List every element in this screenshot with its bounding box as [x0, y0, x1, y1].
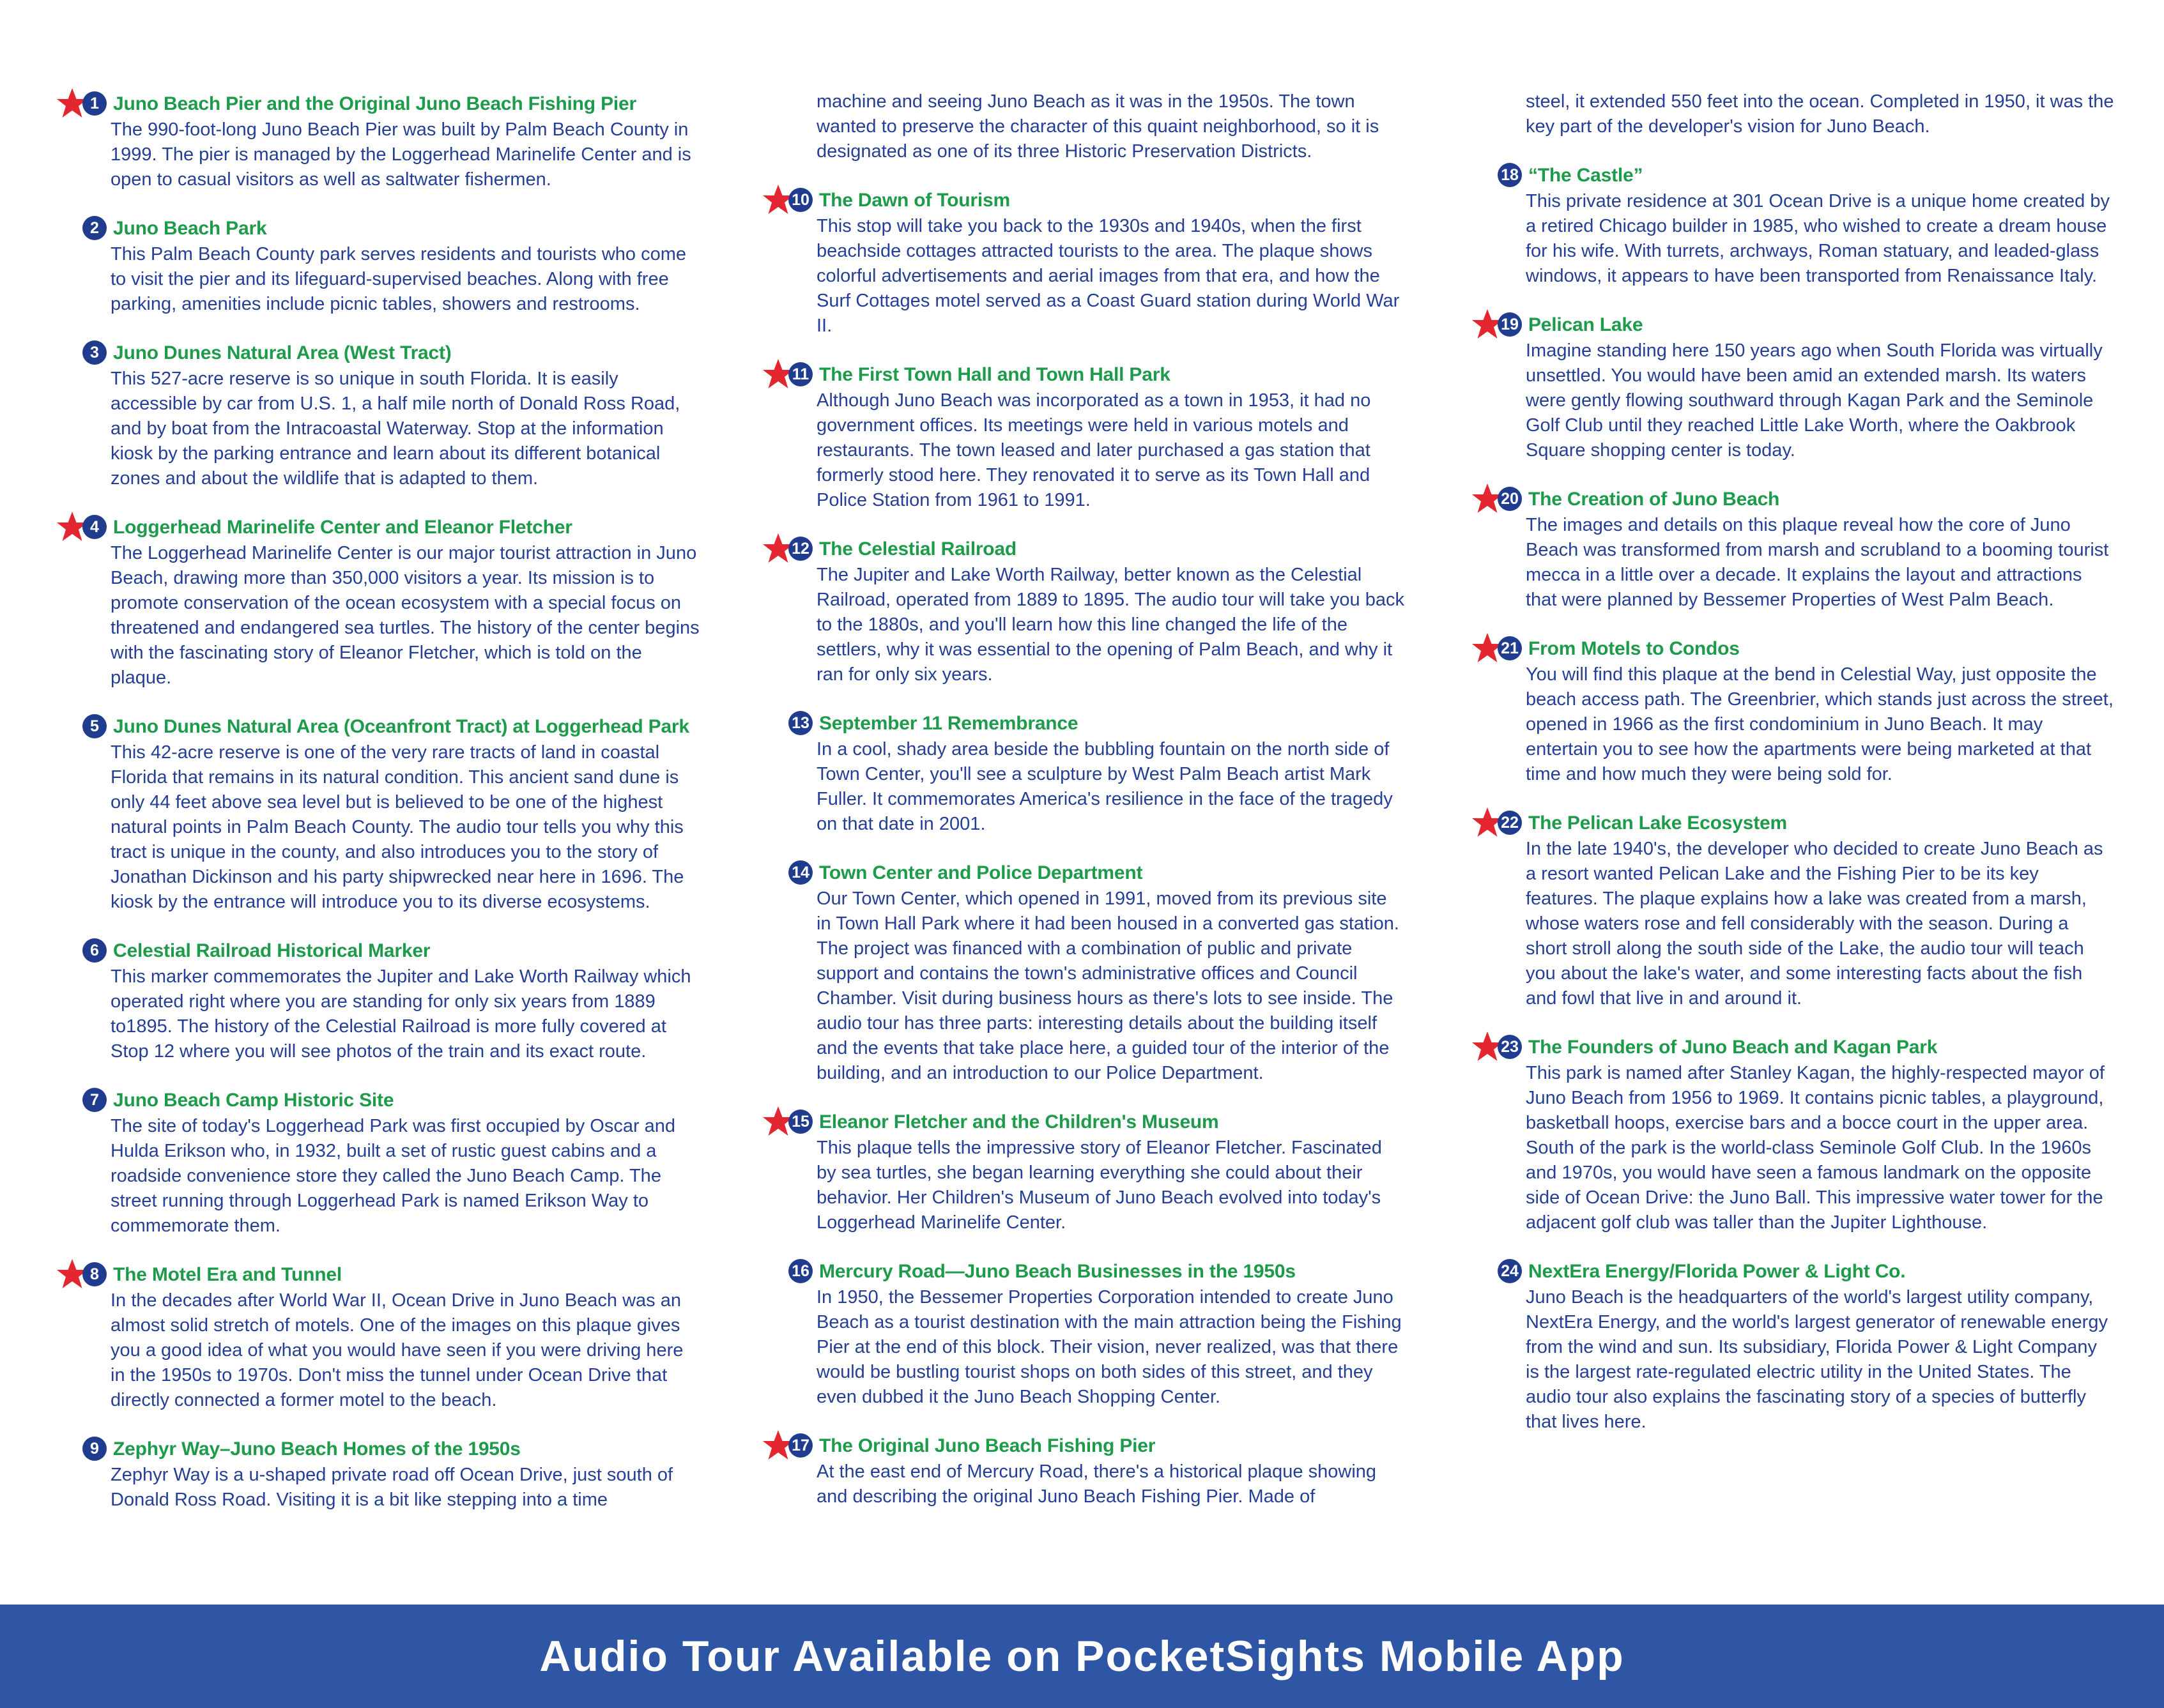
banner-text: Audio Tour Available on PocketSights Mobile App — [539, 1632, 1625, 1681]
stop-description-extra: South of the park is the world-class Seminole Golf Club. In the 1960s and 1970s, you would have seen a famous landmark on the opposite side of Ocean Drive: the Juno Ball. This impressive water tower for the adjacent golf club was taller than the Jupiter Lighthouse. — [1526, 1138, 2103, 1233]
stop-number-badge: 13 — [788, 711, 813, 735]
stop-description: The images and details on this plaque reveal how the core of Juno Beach was transformed from marsh and scrubland to a booming tourist mecca in a little over a decade. It explains the layout and attractions that were planned by Bessemer Properties of West Palm Beach. — [1526, 515, 2109, 610]
stop-description: You will find this plaque at the bend in Celestial Way, just opposite the beach access path. The Greenbrier, which stands just across the street, opened in 1966 as the first condominium in Juno Beach. It may entertain you to see how the apartments were being marketed at that time and how much they were being sold for. — [1526, 664, 2114, 784]
stop-description: The 990-foot-long Juno Beach Pier was built by Palm Beach County in 1999. The pier is managed by the Loggerhead Marinelife Center and is open to casual visitors as well as saltwater fishermen. — [111, 119, 691, 190]
tour-stop-10 — [779, 186, 1412, 339]
tour-stop-22 — [1489, 809, 2121, 1011]
stop-description: This marker commemorates the Jupiter and Lake Worth Railway which operated right where you are standing for only six years from 1889 to1895. The history of the Celestial Railroad is more fully covered at Stop 12 where you will see photos of the train and its exact route. — [111, 966, 691, 1062]
continuation-text: machine and seeing Juno Beach as it was in the 1950s. The town wanted to preserve the character of this quaint neighborhood, so it is designated as one of its three Historic Preservation Districts. — [817, 91, 1379, 162]
stop-description: This 527-acre reserve is so unique in south Florida. It is easily accessible by car from U.S. 1, a half mile north of Donald Ross Road, and by boat from the Intracoastal Waterway. Stop at the information kiosk by the parking entrance and learn about its different botanical zones and about the wildlife that is adapted to them. — [111, 369, 680, 489]
stop-number-badge: 16 — [788, 1259, 813, 1283]
tour-stop-9 — [73, 1435, 706, 1513]
stop-title: The First Town Hall and Town Hall Park — [819, 363, 1170, 385]
stop-header — [73, 513, 706, 541]
tour-stop-11 — [779, 360, 1412, 513]
stop-title: Mercury Road—Juno Beach Businesses in the 1950s — [819, 1260, 1296, 1282]
column-1 — [73, 89, 706, 1534]
stop-number-badge: 23 — [1498, 1035, 1522, 1059]
tour-stop-15 — [779, 1108, 1412, 1235]
stop-title: Juno Beach Pier and the Original Juno Beach Fishing Pier — [113, 93, 636, 114]
stop-title: Pelican Lake — [1528, 314, 1643, 335]
stop-number-badge: 9 — [82, 1437, 107, 1461]
stop-title: Eleanor Fletcher and the Children's Museum — [819, 1111, 1219, 1132]
tour-stop-5 — [73, 712, 706, 915]
stop-header — [1489, 485, 2121, 513]
stop-header — [73, 1435, 706, 1463]
stop-header — [779, 1108, 1412, 1136]
stop-header — [1489, 1257, 2121, 1285]
stop-number-badge: 1 — [82, 91, 107, 116]
stop-description: This plaque tells the impressive story of Eleanor Fletcher. Fascinated by sea turtles, she began learning everything she could about their behavior. Her Children's Museum of Juno Beach evolved into today's Loggerhead Marinelife Center. — [817, 1138, 1382, 1233]
stop-9-continuation — [779, 89, 1412, 164]
stop-17-continuation — [1489, 89, 2121, 139]
tour-stop-20 — [1489, 485, 2121, 613]
tour-stop-12 — [779, 535, 1412, 687]
stop-description: Although Juno Beach was incorporated as a town in 1953, it had no government offices. Its meetings were held in various motels and restaurants. The town leased and later purchased a gas station that formerly stood here. They renovated it to serve as its Town Hall and Police Station from 1961 to 1991. — [817, 390, 1371, 510]
stop-title: Juno Dunes Natural Area (Oceanfront Tract) at Loggerhead Park — [113, 715, 689, 737]
stop-number-badge: 14 — [788, 860, 813, 885]
stop-title: The Creation of Juno Beach — [1528, 488, 1780, 510]
stop-description: Imagine standing here 150 years ago when South Florida was virtually unsettled. You would have been amid an extended marsh. Its waters were gently flowing southward through Kagan Park and the Seminole Golf Club until they reached Little Lake Worth, where the Oakbrook Square shopping center is today. — [1526, 340, 2103, 461]
tour-stop-3 — [73, 339, 706, 491]
stop-number-badge: 7 — [82, 1088, 107, 1112]
stop-number-badge: 12 — [788, 537, 813, 561]
stop-description: In the late 1940's, the developer who decided to create Juno Beach as a resort wanted Pelican Lake and the Fishing Pier to be its key features. The plaque explains how a lake was created from a marsh, whose waters rose and fell considerably with the season. During a short stroll along the south side of the Lake, the audio tour will teach you about the lake's water, and some interesting facts about the fish and fowl that live in and around it. — [1526, 839, 2103, 1009]
stop-header — [779, 360, 1412, 388]
tour-stop-14 — [779, 858, 1412, 1086]
stop-header — [73, 214, 706, 242]
stop-header — [1489, 1033, 2121, 1061]
stop-number-badge: 18 — [1498, 163, 1522, 187]
stop-number-badge: 21 — [1498, 636, 1522, 660]
stop-header — [1489, 809, 2121, 837]
stop-header — [1489, 310, 2121, 339]
stop-header — [73, 1260, 706, 1288]
stop-description: The Jupiter and Lake Worth Railway, better known as the Celestial Railroad, operated from 1889 to 1895. The audio tour will take you back to the 1880s, and you'll learn how this line changed the life of the settlers, why it was essential to the opening of Palm Beach, and why it ran for only six years. — [817, 565, 1404, 685]
tour-stop-19 — [1489, 310, 2121, 463]
stop-number-badge: 5 — [82, 714, 107, 738]
stop-title: September 11 Remembrance — [819, 712, 1078, 734]
stop-header — [779, 858, 1412, 887]
stop-header — [779, 1257, 1412, 1285]
stop-description: Juno Beach is the headquarters of the world's largest utility company, NextEra Energy, and the world's largest generator of renewable energy from the wind and sun. Its subsidiary, Florida Power & Light Company is the largest rate-regulated electric utility in the United States. The audio tour also explains the fascinating story of a species of butterfly that lives here. — [1526, 1287, 2108, 1432]
stop-title: From Motels to Condos — [1528, 637, 1740, 659]
stop-number-badge: 3 — [82, 340, 107, 365]
stop-header — [779, 1431, 1412, 1460]
stop-description: This park is named after Stanley Kagan, the highly-respected mayor of Juno Beach from 1956 to 1969. It contains picnic tables, a playground, basketball hoops, exercise bars and a bocce court in the upper area. — [1526, 1063, 2105, 1133]
stop-title: The Original Juno Beach Fishing Pier — [819, 1435, 1156, 1456]
stop-header — [73, 89, 706, 118]
stop-number-badge: 10 — [788, 188, 813, 212]
stop-header — [779, 186, 1412, 214]
tour-stop-7 — [73, 1086, 706, 1239]
tour-stop-13 — [779, 709, 1412, 837]
stop-number-badge: 22 — [1498, 811, 1522, 835]
stop-description: This Palm Beach County park serves residents and tourists who come to visit the pier and its lifeguard-supervised beaches. Along with free parking, amenities include picnic tables, showers and restrooms. — [111, 244, 687, 314]
audio-tour-banner — [0, 1605, 2164, 1708]
column-2 — [779, 89, 1412, 1531]
stop-title: The Motel Era and Tunnel — [113, 1263, 342, 1285]
stop-description: The site of today's Loggerhead Park was first occupied by Oscar and Hulda Erikson who, in 1932, built a set of rustic guest cabins and a roadside convenience store they called the Juno Beach Camp. The street running through Loggerhead Park is named Erikson Way to commemorate them. — [111, 1116, 676, 1236]
column-3 — [1489, 89, 2121, 1456]
stop-title: Zephyr Way–Juno Beach Homes of the 1950s — [113, 1438, 521, 1460]
tour-stop-16 — [779, 1257, 1412, 1410]
tour-stop-8 — [73, 1260, 706, 1413]
stop-number-badge: 15 — [788, 1109, 813, 1134]
stop-header — [779, 535, 1412, 563]
stop-title: Juno Dunes Natural Area (West Tract) — [113, 342, 452, 363]
stop-number-badge: 4 — [82, 515, 107, 539]
stop-number-badge: 11 — [788, 362, 813, 386]
stop-header — [779, 709, 1412, 737]
stop-number-badge: 6 — [82, 938, 107, 963]
stop-title: The Celestial Railroad — [819, 538, 1017, 560]
stop-title: Town Center and Police Department — [819, 862, 1143, 883]
tour-stop-21 — [1489, 634, 2121, 787]
stop-title: Juno Beach Park — [113, 217, 267, 239]
stop-number-badge: 19 — [1498, 312, 1522, 337]
stop-title: The Founders of Juno Beach and Kagan Park — [1528, 1036, 1938, 1058]
stop-header — [73, 1086, 706, 1114]
tour-stop-24 — [1489, 1257, 2121, 1435]
stop-description: Zephyr Way is a u-shaped private road off Ocean Drive, just south of Donald Ross Road. Visiting it is a bit like stepping into a time — [111, 1465, 673, 1510]
stop-header — [73, 712, 706, 740]
stop-description: This 42-acre reserve is one of the very rare tracts of land in coastal Florida that remains in its natural condition. This ancient sand dune is only 44 feet above sea level but is believed to be one of the highest natural points in Palm Beach County. The audio tour tells you why this tract is unique in the county, and also introduces you to the story of Jonathan Dickinson and his party shipwrecked near here in 1696. The kiosk by the entrance will introduce you to its diverse ecosystems. — [111, 742, 684, 912]
stop-description: In the decades after World War II, Ocean Drive in Juno Beach was an almost solid stretch of motels. One of the images on this plaque gives you a good idea of what you would have seen if you were driving here in the 1950s to 1970s. Don't miss the tunnel under Ocean Drive that directly connected a former motel to the beach. — [111, 1290, 684, 1410]
stop-title: NextEra Energy/Florida Power & Light Co. — [1528, 1260, 1906, 1282]
stop-description: Our Town Center, which opened in 1991, moved from its previous site in Town Hall Park where it had been housed in a converted gas station. The project was financed with a combination of public and private support and contains the town's administrative offices and Council Chamber. Visit during business hours as there's lots to see inside. The audio tour has three parts: interesting details about the building itself and the events that take place here, a guided tour of the interior of the building, and an introduction to our Police Department. — [817, 888, 1399, 1083]
tour-stop-2 — [73, 214, 706, 317]
stop-header — [73, 936, 706, 965]
stop-number-badge: 8 — [82, 1262, 107, 1286]
stop-description: The Loggerhead Marinelife Center is our major tourist attraction in Juno Beach, drawing more than 350,000 visitors a year. Its mission is to promote conservation of the ocean ecosystem with a special focus on threatened and endangered sea turtles. The history of the center begins with the fascinating story of Eleanor Fletcher, which is told on the plaque. — [111, 543, 700, 688]
stop-header — [1489, 161, 2121, 189]
tour-stop-1 — [73, 89, 706, 192]
stop-title: Celestial Railroad Historical Marker — [113, 940, 431, 961]
tour-stop-18 — [1489, 161, 2121, 289]
stop-header — [1489, 634, 2121, 662]
stop-title: The Dawn of Tourism — [819, 189, 1010, 211]
stop-number-badge: 17 — [788, 1433, 813, 1458]
stop-title: Juno Beach Camp Historic Site — [113, 1089, 394, 1111]
stop-title: Loggerhead Marinelife Center and Eleanor Fletcher — [113, 516, 572, 538]
tour-stop-17 — [779, 1431, 1412, 1509]
stop-header — [73, 339, 706, 367]
stop-description: This stop will take you back to the 1930s and 1940s, when the first beachside cottages attracted tourists to the area. The plaque shows colorful advertisements and aerial images from that era, and how the Surf Cottages motel served as a Coast Guard station during World War II. — [817, 216, 1400, 336]
stop-description: At the east end of Mercury Road, there's a historical plaque showing and describing the original Juno Beach Fishing Pier. Made of — [817, 1461, 1377, 1507]
continuation-text: steel, it extended 550 feet into the ocean. Completed in 1950, it was the key part of the developer's vision for Juno Beach. — [1526, 91, 2114, 137]
stop-title: “The Castle” — [1528, 164, 1643, 186]
stop-description: This private residence at 301 Ocean Drive is a unique home created by a retired Chicago builder in 1985, who wished to create a dream house for his wife. With turrets, archways, Roman statuary, and leaded-glass windows, it appears to have been transported from Renaissance Italy. — [1526, 191, 2110, 286]
stop-title: The Pelican Lake Ecosystem — [1528, 812, 1788, 834]
tour-stop-4 — [73, 513, 706, 690]
stop-number-badge: 2 — [82, 216, 107, 240]
tour-stop-6 — [73, 936, 706, 1064]
stop-description: In a cool, shady area beside the bubbling fountain on the north side of Town Center, you'll see a sculpture by West Palm Beach artist Mark Fuller. It commemorates America's resilience in the face of the tragedy on that date in 2001. — [817, 739, 1393, 834]
tour-stop-23 — [1489, 1033, 2121, 1235]
stop-description: In 1950, the Bessemer Properties Corporation intended to create Juno Beach as a tourist destination with the main attraction being the Fishing Pier at the end of this block. Their vision, never realized, was that there would be bustling tourist shops on both sides of this street, and they even dubbed it the Juno Beach Shopping Center. — [817, 1287, 1402, 1407]
stop-number-badge: 24 — [1498, 1259, 1522, 1283]
stop-number-badge: 20 — [1498, 487, 1522, 511]
